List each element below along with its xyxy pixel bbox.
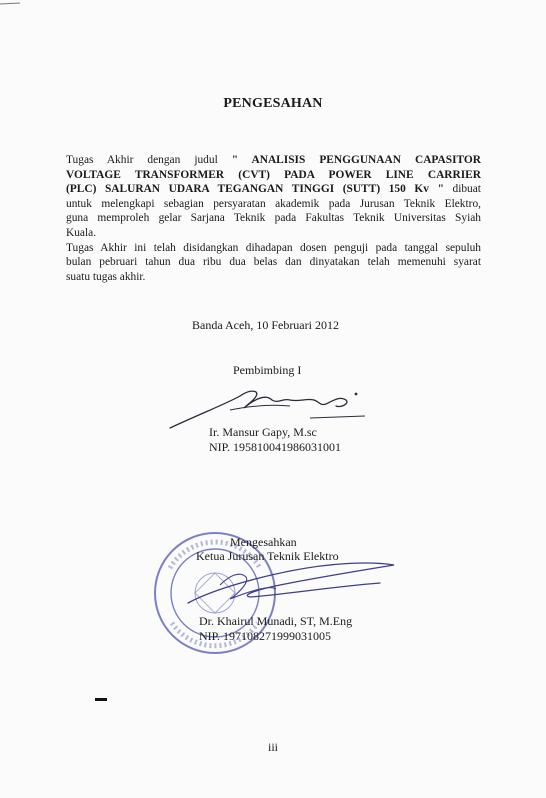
text-line: bulan pebruari tahun dua ribu dua belas dan dinyatakan telah memenuhi syarat xyxy=(66,256,481,269)
page-title: PENGESAHAN xyxy=(223,96,323,111)
body-text xyxy=(66,153,481,284)
page-number: iii xyxy=(267,740,278,754)
advisor-name: Ir. Mansur Gapy, M.sc xyxy=(209,425,317,439)
text-line: guna memproleh gelar Sarjana Teknik pada Fakultas Teknik Universitas Syiah xyxy=(66,212,481,225)
paragraph-approval xyxy=(66,153,481,241)
text-line: VOLTAGE TRANSFORMER (CVT) PADA POWER LINE CARRIER xyxy=(66,168,481,181)
text-line: suatu tugas akhir. xyxy=(66,270,146,283)
endorsement-label: Mengesahkan xyxy=(230,535,297,549)
paragraph-examination xyxy=(66,241,481,285)
corner-mark xyxy=(0,0,22,8)
endorsement-role: Ketua Jurusan Teknik Elektro xyxy=(196,549,339,563)
text-line: Tugas Akhir dengan judul " ANALISIS PENGGUNAAN CAPASITOR xyxy=(66,154,482,166)
dash-mark xyxy=(95,698,107,701)
head-name: Dr. Khairul Munadi, ST, M.Eng xyxy=(199,614,353,628)
text-line: (PLC) SALURAN UDARA TEGANGAN TINGGI (SUTT) 150 Kv " dibuat xyxy=(66,183,481,196)
place-date: Banda Aceh, 10 Februari 2012 xyxy=(192,318,339,332)
advisor-nip: NIP. 195810041986031001 xyxy=(209,440,342,454)
text-line: untuk melengkapi sebagian persyaratan akademik pada Jurusan Teknik Elektro, xyxy=(66,197,481,210)
advisor-label: Pembimbing I xyxy=(233,363,302,377)
text-line: Tugas Akhir ini telah disidangkan dihadapan dosen penguji pada tanggal sepuluh xyxy=(66,241,481,254)
head-nip: NIP. 197108271999031005 xyxy=(199,629,332,643)
text-line: Kuala. xyxy=(66,226,97,239)
